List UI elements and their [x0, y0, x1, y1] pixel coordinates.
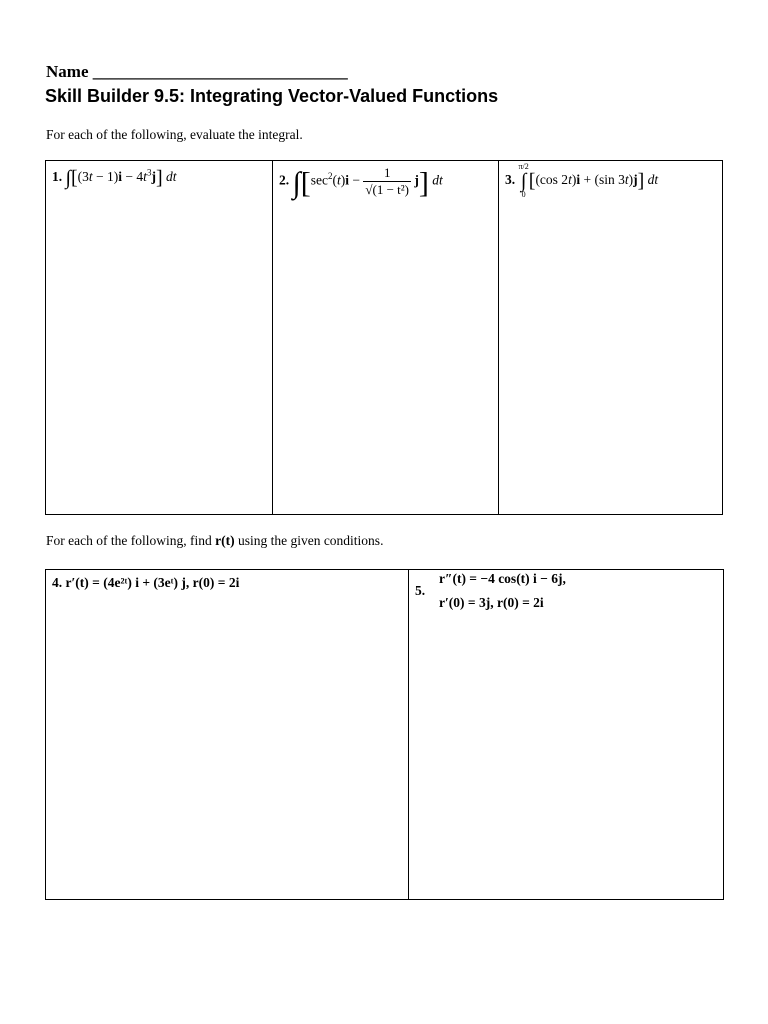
definite-integral: π/2 ∫ 0 — [518, 162, 529, 199]
problem-5-number-wrap — [415, 583, 425, 599]
problem-2-cell[interactable] — [272, 161, 498, 514]
problem-1: 1. $\int[(3t - 1)i - 4t^3j]$ dt — [52, 167, 177, 189]
problem-1-cell[interactable] — [46, 161, 272, 514]
section2-instruction: For each of the following, find r(t) using the given conditions. — [46, 533, 384, 548]
section1-instruction: For each of the following, evaluate the integral. — [46, 127, 303, 142]
problem-2-number: 2. — [279, 172, 290, 188]
page-title: Skill Builder 9.5: Integrating Vector-Valued Functions — [45, 86, 499, 106]
name-label: Name — [46, 62, 89, 81]
problem-1-number: 1. — [52, 169, 63, 184]
problem-5-number: 5. — [415, 583, 426, 598]
problem-3-cell[interactable] — [498, 161, 722, 514]
problem-4 — [52, 575, 239, 591]
find-r-problems-grid — [45, 569, 724, 900]
problem-5-line-1: r″(t) = −4 cos(t) i − 6j, — [439, 571, 566, 586]
name-blank-line[interactable]: ______________________________ — [92, 62, 348, 81]
problem-5-cell[interactable] — [408, 570, 723, 899]
integral-sign: ∫ — [65, 167, 71, 189]
problem-4-equation: r′(t) = (4e²ᵗ) i + (3eᵗ) j, r(0) = 2i — [65, 575, 240, 590]
integral-sign: ∫ — [292, 166, 301, 200]
problem-2: 2. $\int[\sec^2(t)i$ − $\frac{1}{\text{√(1 − t²)}}$ j] dt — [279, 165, 443, 200]
fraction: $\frac{1}{\text{√(1 − t²)}}$ — [365, 165, 410, 197]
problem-4-cell[interactable] — [46, 570, 408, 899]
problem-3-number: 3. — [505, 172, 516, 188]
integral-problems-grid — [45, 160, 723, 515]
r-of-t: r(t) — [215, 533, 235, 548]
problem-3: 3. π/2 ∫ 0 [(cos 2t)i + (sin 3t)j] dt — [505, 162, 659, 199]
name-field[interactable] — [46, 62, 348, 82]
problem-4-number: 4. — [52, 575, 63, 590]
problem-5-line-2: r′(0) = 3j, r(0) = 2i — [439, 595, 544, 610]
